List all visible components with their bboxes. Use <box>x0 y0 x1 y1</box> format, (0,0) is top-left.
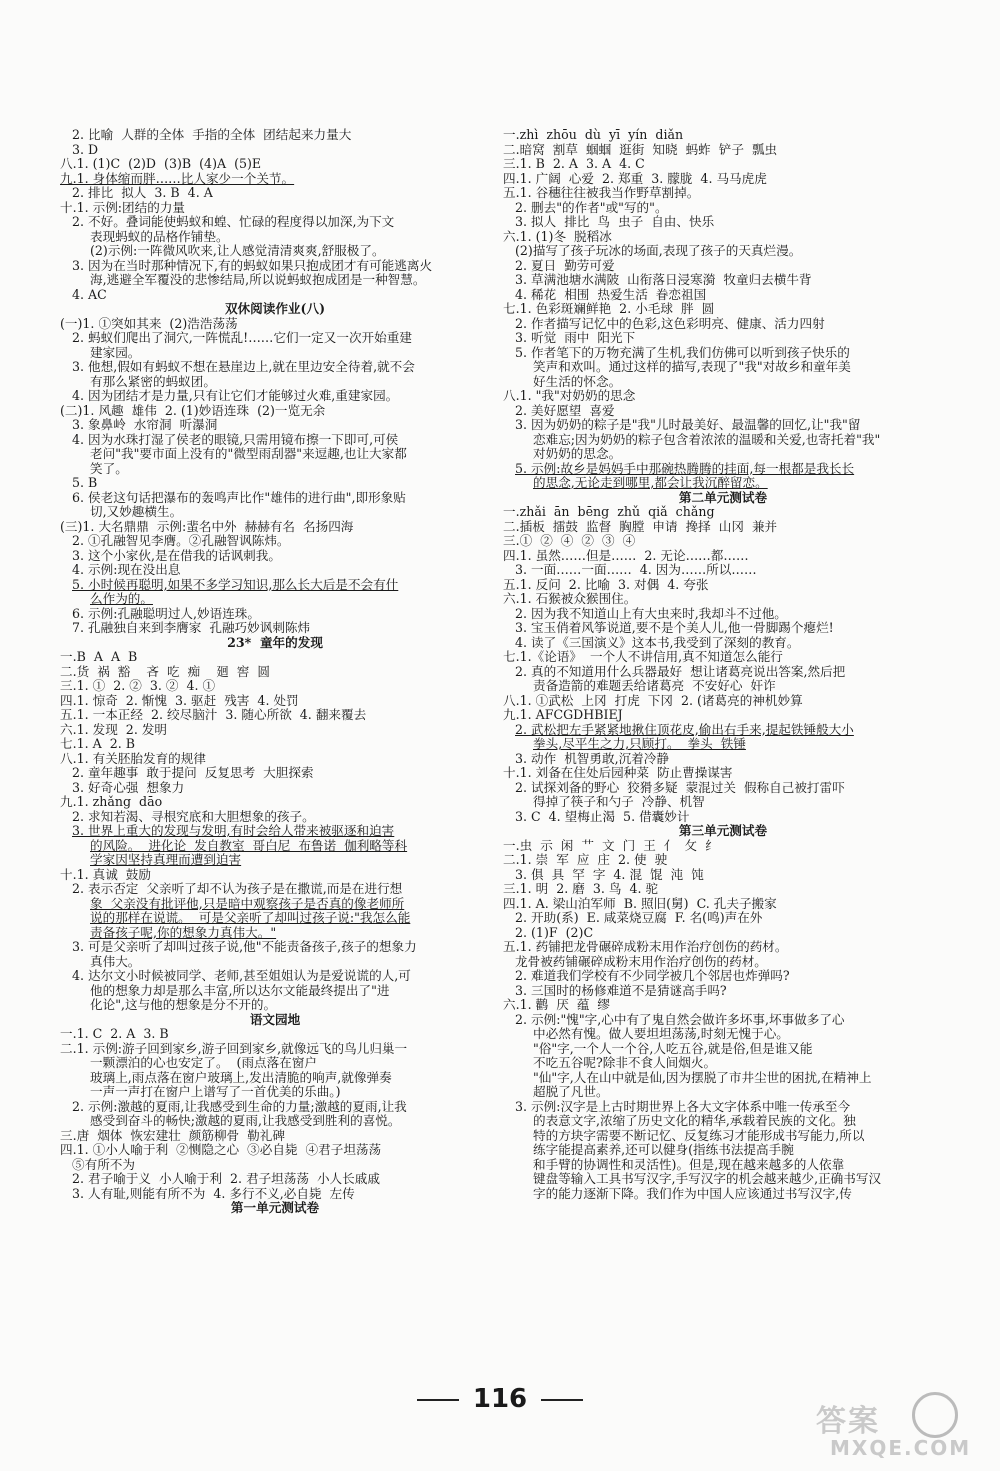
answer-line: 2. 真的不知道用什么兵器最好 想让诸葛亮说出答案,然后把 <box>515 664 846 679</box>
answer-line: 切,又妙趣横生。 <box>90 505 183 519</box>
answer-line: 5. B <box>72 476 98 490</box>
answer-line: 3. 俱 具 罕 字 4. 混 馄 沌 饨 <box>515 867 704 882</box>
watermark-line2: MXQE.COM <box>830 1436 972 1460</box>
answer-line: 学家因坚持真理而遭到迫害 <box>90 853 242 867</box>
answer-line: 责备孩子呢,你的想象力真伟大。" <box>90 925 277 940</box>
answer-line: 4. 因为水珠打湿了侯老的眼镜,只需用镜布擦一下即可,可侯 <box>72 432 399 447</box>
section-heading: 双休阅读作业(八) <box>224 302 326 316</box>
answer-line: 对奶奶的思念。 <box>533 447 622 461</box>
answer-line: 3. 动作 机智勇敢,沉着冷静 <box>515 751 669 766</box>
answer-line: 6. 侯老这句话把瀑布的轰鸣声比作"雄伟的进行曲",即形象贴 <box>72 490 406 505</box>
answer-line: 有那么紧密的蚂蚁团。 <box>90 374 216 389</box>
answer-line: 二.1. 崇 军 应 庄 2. 使 驶 <box>503 853 668 867</box>
answer-line: 恋难忘;因为奶奶的粽子包含着浓浓的温暖和关爱,也寄托着"我" <box>533 432 881 447</box>
answer-line: 七.1. 色彩斑斓鲜艳 2. 小毛球 胖 圆 <box>503 302 715 316</box>
answer-line: 2. 示例:"愧"字,心中有了鬼自然会做许多坏事,坏事做多了心 <box>515 1012 845 1027</box>
answer-line: 十.1. 示例:团结的力量 <box>60 200 186 215</box>
answer-line: 笑了。 <box>90 461 128 476</box>
answer-line: 三.① ② ④ ② ③ ④ <box>503 534 636 548</box>
answer-line: 键盘等输入工具书写汉字,手写汉字的机会越来越少,正确书写汉 <box>533 1172 882 1186</box>
watermark-line1: 答案 <box>816 1404 880 1439</box>
dash-right <box>541 1399 583 1401</box>
answer-line: 练字能提高素养,还可以健身(指练书法提高手腕 <box>533 1143 794 1157</box>
answer-line: 2. 示例:激越的夏雨,让我感受到生命的力量;激越的夏雨,让我 <box>72 1099 407 1114</box>
answer-line: 么作为的。 <box>90 592 153 606</box>
page-number-text: 116 <box>472 1384 528 1414</box>
answer-line: 特的方块字需要不断记忆、反复练习才能形成书写能力,所以 <box>533 1128 865 1143</box>
answer-line: 3. D <box>72 142 99 157</box>
answer-line: 八.1. "我"对奶奶的思念 <box>503 389 636 403</box>
left-column <box>60 128 490 1216</box>
answer-line: 2. 排比 拟人 3. B 4. A <box>72 186 213 200</box>
answer-line: 一声一声打在窗户上谱写了一首优美的乐曲。) <box>90 1085 341 1099</box>
answer-line: 不吃五谷呢?除非不食人间烟火。 <box>533 1056 717 1070</box>
answer-line: 九.1. 身体缩而胖……比人家少一个关节。 <box>60 171 295 186</box>
answer-line: 三.1. 明 2. 磨 3. 鸟 4. 驼 <box>503 882 659 896</box>
section-heading: 第二单元测试卷 <box>678 490 768 505</box>
answer-line: 4. 读了《三国演义》这本书,我受到了深刻的教育。 <box>515 635 800 650</box>
answer-line: 九.1. AFCGDHBIEJ <box>503 708 623 722</box>
answer-line: 2. 比喻 人群的全体 手指的全体 团结起来力量大 <box>72 128 352 142</box>
answer-line: 一.虫 示 闲 艹 文 门 王 亻 攵 纟 <box>503 838 718 853</box>
answer-line: 八.1. 有关胚胎发育的规律 <box>60 751 206 766</box>
answer-line: 二.暗窝 割草 蝈蝈 逛街 知晓 蚂蚱 铲子 瓢虫 <box>503 142 778 157</box>
answer-line: (三)1. 大名鼎鼎 示例:蜚名中外 赫赫有名 名扬四海 <box>60 519 354 534</box>
answer-line: 3. 这个小家伙,是在借我的话讽刺我。 <box>72 548 281 563</box>
answer-line: 2. 删去"的作者"或"写的"。 <box>515 200 668 215</box>
answer-line: 4. AC <box>72 287 107 302</box>
answer-line: 3. C 4. 望梅止渴 5. 借囊妙计 <box>515 809 690 824</box>
answer-line: 2. ①孔融智见李膺。②孔融智讽陈炜。 <box>72 534 290 548</box>
answer-line: 象 父亲没有批评他,只是暗中观察孩子是否真的像老师所 <box>90 896 405 911</box>
answer-line: 二.1. 示例:游子回到家乡,游子回到家乡,就像远飞的鸟儿归巢一 <box>60 1041 408 1056</box>
section-heading: 23* 童年的发现 <box>227 635 323 650</box>
section-heading: 第三单元测试卷 <box>678 824 768 838</box>
answer-line: 3. 示例:汉字是上古时期世界上各大文字体系中唯一传承至今 <box>515 1099 851 1114</box>
answer-line: 五.1. 反问 2. 比喻 3. 对偶 4. 夸张 <box>503 577 709 592</box>
answer-line: 龙骨被药铺碾碎成粉末用作治疗创伤的药材。 <box>515 954 767 969</box>
answer-line: 一.1. C 2. A 3. B <box>60 1027 169 1041</box>
answer-line: "仙"字,人在山中就是仙,因为摆脱了市井尘世的困扰,在精神上 <box>533 1070 872 1085</box>
dash-left <box>417 1399 459 1401</box>
answer-line: 6. 示例:孔融聪明过人,妙语连珠。 <box>72 606 260 621</box>
answer-line: 责备造箭的难题丢给诸葛亮 不安好心 奸诈 <box>533 679 776 693</box>
answer-line: 3. 听觉 雨中 阳光下 <box>515 331 636 345</box>
answer-line: 2. 作者描写记忆中的色彩,这色彩明亮、健康、活力四射 <box>515 316 825 331</box>
answer-line: 4. 因为团结才是力量,只有让它们才能够过火难,重建家园。 <box>72 389 399 403</box>
right-column <box>503 128 943 1201</box>
answer-line: 六.1. 鹳 厌 蕴 缪 <box>503 998 611 1012</box>
answer-line: 十.1. 真诚 鼓励 <box>60 867 151 882</box>
answer-line: 三.唐 烟体 恢宏建壮 颜筋柳骨 勒礼碑 <box>60 1128 285 1143</box>
watermark-logo <box>816 1392 986 1462</box>
answer-line: 的风险。 进化论 发自教室 哥白尼 布鲁诺 伽利略等科 <box>90 838 408 853</box>
answer-line: 四.1. 广阔 心爱 2. 郑重 3. 朦胧 4. 马马虎虎 <box>503 171 767 186</box>
answer-line: 2. 夏日 勤劳可爱 <box>515 258 615 273</box>
answer-line: 2. 童年趣事 敢于提问 反复思考 大胆探索 <box>72 766 314 780</box>
answer-line: 2. 蚂蚁们爬出了洞穴,一阵慌乱!……它们一定又一次开始重建 <box>72 331 412 345</box>
answer-line: 3. 三国时的杨修难道不是猜谜高手吗? <box>515 983 727 998</box>
answer-line: 五.1. 谷穗往往被我当作野草割掉。 <box>503 186 700 200</box>
watermark-seal-icon <box>912 1392 958 1438</box>
answer-line: 一.B A A B <box>60 650 138 664</box>
answer-line: "俗"字,一个人一个谷,人吃五谷,就是俗,但是谁又能 <box>533 1041 813 1056</box>
answer-line: 3. 因为奶奶的粽子是"我"儿时最美好、最温馨的回忆,让"我"留 <box>515 418 861 432</box>
answer-line: 感受到奋斗的畅快;激越的夏雨,让我感受到胜利的喜悦。 <box>90 1114 401 1128</box>
answer-line: 七.1. A 2. B <box>60 737 135 751</box>
answer-line: 玻璃上,雨点落在窗户玻璃上,发出清脆的响声,就像弹奏 <box>90 1070 392 1085</box>
answer-line: 二.插板 擂鼓 监督 胸膛 申请 搀择 山冈 兼并 <box>503 519 778 534</box>
answer-line: 3. 宝玉俏着风筝说道,要不是个美人儿,他一骨脚踢个瘪烂! <box>515 621 834 635</box>
section-heading: 第一单元测试卷 <box>230 1201 320 1215</box>
answer-line: 3. 可是父亲听了却叫过孩子说,他"不能责备孩子,孩子的想象力 <box>72 940 417 954</box>
answer-line: 5. 示例:故乡是妈妈手中那碗热腾腾的挂面,每一根都是我长长 <box>515 461 855 476</box>
answer-line: 2. 因为我不知道山上有大虫来时,我却斗不过他。 <box>515 606 787 621</box>
answer-line: 八.1. ①武松 上冈 打虎 下冈 2. (诸葛亮的神机妙算 <box>503 693 803 708</box>
section-heading: 语文园地 <box>249 1012 301 1027</box>
answer-line: 2. (1)F (2)C <box>515 925 594 940</box>
answer-line: 3. 草满池塘水满陂 山衔落日浸寒漪 牧童归去横牛背 <box>515 273 812 287</box>
answer-line: (2)示例:一阵微风吹来,让人感觉清清爽爽,舒服极了。 <box>90 244 385 258</box>
answer-line: 四.1. 虽然……但是…… 2. 无论……都…… <box>503 548 749 563</box>
answer-line: 3. 一面……一面…… 4. 因为……所以…… <box>515 563 757 577</box>
answer-line: 4. 达尔文小时候被同学、老师,甚至姐姐认为是爱说谎的人,可 <box>72 969 411 983</box>
answer-line: 建家园。 <box>90 345 141 360</box>
answer-line: (2)描写了孩子玩冰的场面,表现了孩子的天真烂漫。 <box>515 244 802 258</box>
answer-line: 十.1. 刘备在住处后园种菜 防止曹操谋害 <box>503 766 733 780</box>
answer-line: 五.1. 药铺把龙骨碾碎成粉末用作治疗创伤的药材。 <box>503 940 788 954</box>
answer-line: (一)1. ①突如其来 (2)浩浩荡荡 <box>60 316 238 331</box>
answer-line: 四.1. 惊奇 2. 惭愧 3. 驱赶 残害 4. 处罚 <box>60 693 299 708</box>
answer-line: 表现蚂蚁的品格作铺垫。 <box>90 229 229 244</box>
answer-line: 一.zhì zhōu dù yī yín diǎn <box>503 128 684 142</box>
answer-line: 五.1. 一本正经 2. 绞尽脑汁 3. 随心所欲 4. 翻来覆去 <box>60 708 367 722</box>
answer-line: 2. 开助(系) E. 咸菜烧豆腐 F. 名(鸣)声在外 <box>515 911 763 925</box>
answer-line: 化论",这与他的想象是分不开的。 <box>90 998 277 1012</box>
answer-line: 超脱了凡世。 <box>533 1085 609 1099</box>
answer-line: ⑤有所不为 <box>72 1157 135 1172</box>
answer-line: (二)1. 风趣 雄伟 2. (1)妙语连珠 (2)一览无余 <box>60 403 326 418</box>
answer-line: 3. 好奇心强 想象力 <box>72 780 185 795</box>
answer-line: 四.1. A. 梁山泊军师 B. 照旧(舅) C. 孔夫子搬家 <box>503 896 777 911</box>
answer-line: 3. 拟人 排比 鸟 虫子 自由、快乐 <box>515 215 715 229</box>
answer-line: 7. 孔融独自来到李膺家 孔融巧妙讽刺陈炜 <box>72 621 311 635</box>
answer-line: 2. 求知若渴、寻根究底和大胆想象的孩子。 <box>72 809 315 824</box>
answer-line: 的表意文字,浓缩了历史文化的精华,承载着民族的文化。独 <box>533 1114 856 1128</box>
answer-line: 2. 难道我们学校有不少同学被几个邻居也炸弹吗? <box>515 969 790 983</box>
answer-line: 一.zhǎi ān bēng zhǔ qiǎ chǎng <box>503 505 715 519</box>
answer-line: 拳头,尽平生之力,只顾打。 拳头 铁锤 <box>533 737 746 751</box>
answer-line: 5. 小时候再聪明,如果不多学习知识,那么长大后是不会有什 <box>72 577 399 592</box>
answer-line: 2. 君子喻于义 小人喻于利 2. 君子坦荡荡 小人长戚戚 <box>72 1172 380 1186</box>
answer-line: 2. 美好愿望 喜爱 <box>515 403 615 418</box>
answer-line: 真伟大。 <box>90 954 141 969</box>
answer-line: 笑声和欢叫。通过这样的描写,表现了"我"对故乡和童年美 <box>533 360 851 374</box>
answer-line: 六.1. 石猴被众猴围住。 <box>503 592 637 606</box>
answer-line: 海,逃避全军覆没的悲惨结局,所以说蚂蚁抱成团是一种智慧。 <box>90 273 426 287</box>
answer-line: 3. 他想,假如有蚂蚁不想在悬崖边上,就在里边安全待着,就不会 <box>72 360 415 374</box>
answer-line: 2. 武松把左手紧紧地揪住顶花皮,偷出右手来,提起铁锤般大小 <box>515 722 854 737</box>
answer-line: 老问"我"要市面上没有的"微型雨刮器"来逗趣,也让大家都 <box>90 447 407 461</box>
answer-line: 六.1. (1)冬 脱稻冰 <box>503 229 612 244</box>
answer-line: 的思念,无论走到哪里,都会让我沉醉留恋。 <box>533 476 768 490</box>
answer-line: 5. 作者笔下的万物充满了生机,我们仿佛可以听到孩子快乐的 <box>515 345 850 360</box>
answer-line: 字的能力逐渐下降。我们作为中国人应该通过书写汉字,传 <box>533 1186 852 1201</box>
answer-line: 3. 世界上重大的发现与发明,有时会给人带来被驱逐和迫害 <box>72 824 395 838</box>
answer-line: 三.1. ① 2. ② 3. ② 4. ① <box>60 679 216 693</box>
answer-line: 四.1. ①小人喻于利 ②恻隐之心 ③必自毙 ④君子坦荡荡 <box>60 1143 382 1157</box>
answer-line: 三.1. B 2. A 3. A 4. C <box>503 157 645 171</box>
answer-line: 3. 象鼻岭 水帘洞 听瀑洞 <box>72 418 218 432</box>
answer-line: 七.1.《论语》 一个人不讲信用,真不知道怎么能行 <box>503 650 783 664</box>
answer-line: 说的那样在说谎。 可是父亲听了却叫过孩子说:"我怎么能 <box>90 911 411 925</box>
answer-line: 4. 稀花 相围 热爱生活 眷恋祖国 <box>515 287 707 302</box>
answer-line: 4. 示例:现在没出息 <box>72 563 181 577</box>
answer-line: 2. 试探刘备的野心 狡猾多疑 蒙混过关 假称自己被打雷吓 <box>515 780 845 795</box>
answer-line: 2. 不好。叠词能使蚂蚁和蝗、忙碌的程度得以加深,为下文 <box>72 215 395 229</box>
answer-line: 得掉了筷子和勺子 冷静、机智 <box>533 795 705 809</box>
answer-line: 中必然有愧。做人要坦坦荡荡,时刻无愧于心。 <box>533 1027 789 1041</box>
answer-line: 八.1. (1)C (2)D (3)B (4)A (5)E <box>60 157 262 171</box>
answer-line: 二.货 祸 豁 吝 吃 痴 廻 窖 圆 <box>60 664 271 679</box>
answer-line: 一颗漂泊的心也安定了。 (雨点落在窗户 <box>90 1056 318 1070</box>
answer-line: 2. 表示否定 父亲听了却不认为孩子是在撒谎,而是在进行想 <box>72 882 403 896</box>
answer-line: 3. 人有耻,则能有所不为 4. 多行不义,必自毙 左传 <box>72 1186 355 1201</box>
answer-line: 和手臂的协调性和灵活性)。但是,现在越来越多的人依靠 <box>533 1157 845 1172</box>
answer-line: 3. 因为在当时那种情况下,有的蚂蚁如果只抱成团才有可能逃离火 <box>72 258 433 273</box>
answer-line: 好生活的怀念。 <box>533 374 622 389</box>
answer-line: 六.1. 发现 2. 发明 <box>60 722 168 737</box>
answer-line: 他的想象力却是那么丰富,所以达尔文能最终提出了"进 <box>90 983 390 998</box>
answer-line: 九.1. zhǎng dāo <box>60 795 163 809</box>
